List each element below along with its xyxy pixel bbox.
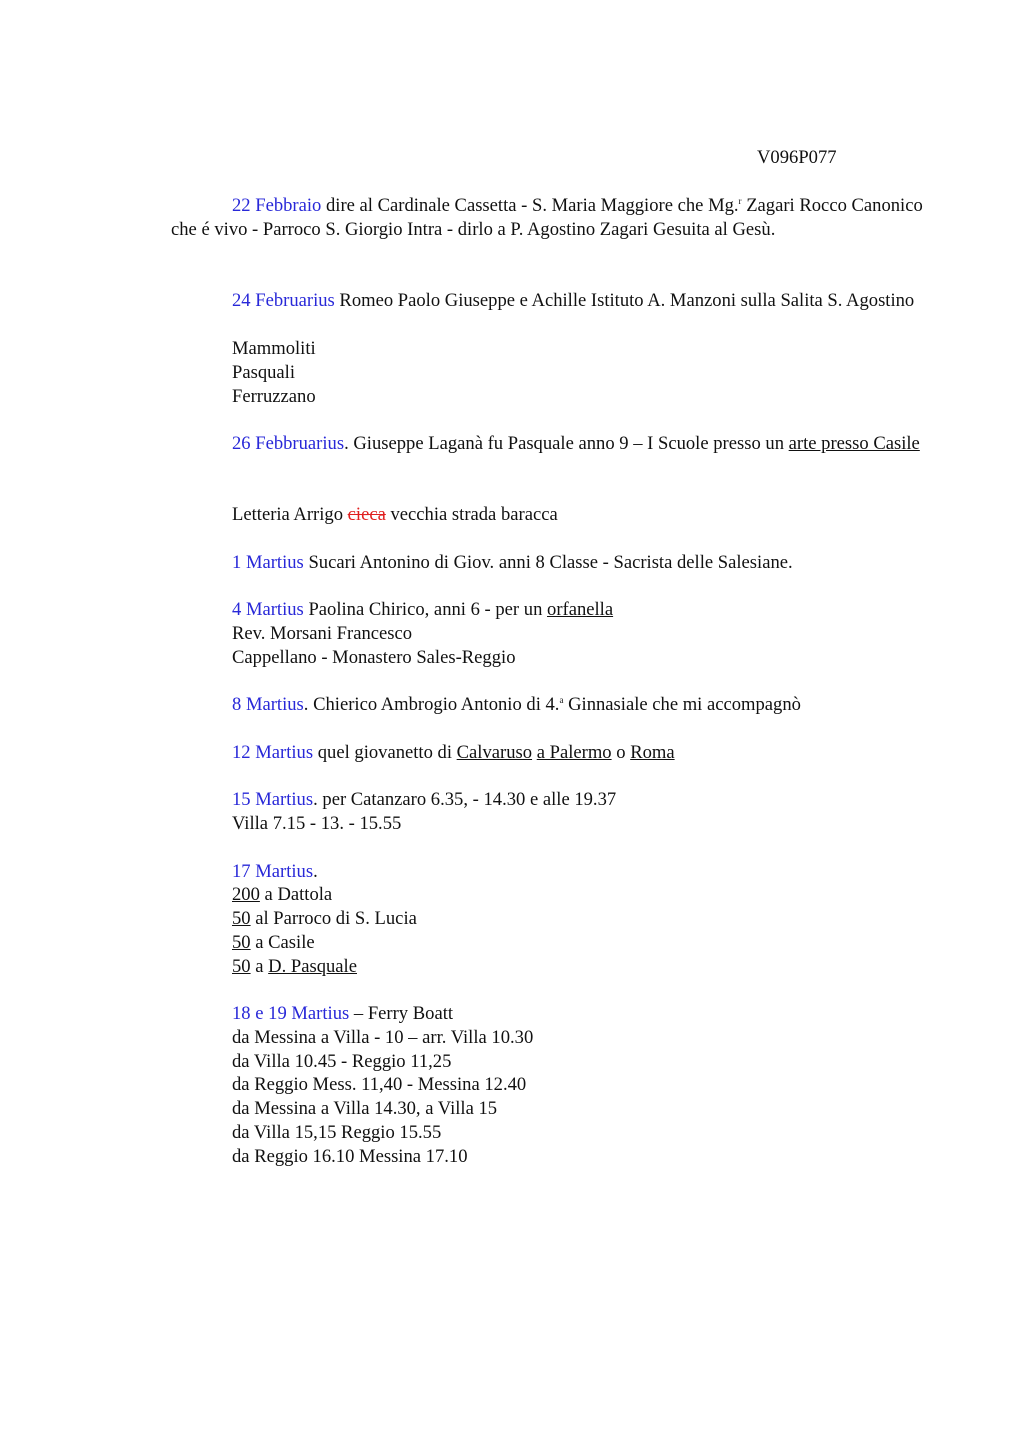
underlined-text: arte presso Casile xyxy=(788,433,920,454)
entry-text: o xyxy=(611,742,631,763)
entry-text: Sucari Antonino di Giov. anni 8 Classe - Sacrista delle Salesiane. xyxy=(303,552,793,573)
payment-recipient: a Dattola xyxy=(259,884,333,905)
payment-recipient: al Parroco di S. Lucia xyxy=(250,908,417,929)
name-line: Mammoliti xyxy=(232,338,316,359)
struck-text: cieca xyxy=(347,504,386,525)
entry-17-martius xyxy=(232,860,318,884)
entry-4-martius xyxy=(232,598,613,622)
entry-text: . xyxy=(313,861,318,882)
payment-recipient: a xyxy=(250,956,269,977)
payment-amount: 50 xyxy=(232,932,251,953)
ferry-schedule-line: da Messina a Villa 14.30, a Villa 15 xyxy=(232,1098,498,1119)
entry-line: Villa 7.15 - 13. - 15.55 xyxy=(232,813,402,834)
ferry-schedule-line: da Villa 15,15 Reggio 15.55 xyxy=(232,1122,442,1143)
entry-22-febbraio xyxy=(171,194,931,242)
entry-line: Rev. Morsani Francesco xyxy=(232,623,413,644)
underlined-text: D. Pasquale xyxy=(268,956,357,977)
name-line: Pasquali xyxy=(232,362,296,383)
underlined-text: orfanella xyxy=(547,599,614,620)
ferry-schedule-line: da Reggio 16.10 Messina 17.10 xyxy=(232,1146,468,1167)
underlined-text: Calvaruso xyxy=(456,742,533,763)
underlined-text: Roma xyxy=(630,742,675,763)
entry-text: quel giovanetto di xyxy=(313,742,457,763)
entry-text: – Ferry Boatt xyxy=(349,1003,454,1024)
payment-line xyxy=(232,907,417,931)
entry-letteria xyxy=(232,503,558,527)
ferry-schedule-line: da Messina a Villa - 10 – arr. Villa 10.30 xyxy=(232,1027,534,1048)
superscript: a xyxy=(559,695,564,705)
entry-date: 12 Martius xyxy=(232,742,314,763)
payment-line xyxy=(232,883,332,907)
entry-date: 24 Februarius xyxy=(232,290,335,311)
entry-12-martius xyxy=(232,741,675,765)
payment-amount: 50 xyxy=(232,908,251,929)
ferry-schedule-line: da Villa 10.45 - Reggio 11,25 xyxy=(232,1051,452,1072)
entry-text: Zagari Rocco Canonico che é vivo - Parroco S. Giorgio Intra - dirlo a P. Agostino Zagari Gesuita al Gesù. xyxy=(171,195,923,240)
entry-date: 15 Martius xyxy=(232,789,314,810)
entry-18-19-martius xyxy=(232,1002,453,1026)
payment-line xyxy=(232,931,315,955)
entry-15-martius xyxy=(232,788,616,812)
entry-text: . per Catanzaro 6.35, - 14.30 e alle 19.37 xyxy=(313,789,617,810)
entry-26-febbruarius xyxy=(171,432,931,456)
payment-recipient: a Casile xyxy=(250,932,315,953)
entry-text: Letteria Arrigo xyxy=(232,504,348,525)
entry-date: 4 Martius xyxy=(232,599,304,620)
entry-line: Cappellano - Monastero Sales-Reggio xyxy=(232,647,516,668)
payment-line xyxy=(232,955,357,979)
entry-text: vecchia strada baracca xyxy=(385,504,558,525)
entry-text: Ginnasiale che mi accompagnò xyxy=(563,694,801,715)
payment-amount: 200 xyxy=(232,884,260,905)
payment-amount: 50 xyxy=(232,956,251,977)
entry-date: 1 Martius xyxy=(232,552,304,573)
entry-1-martius xyxy=(232,551,793,575)
entry-date: 18 e 19 Martius xyxy=(232,1003,350,1024)
entry-text: . Giuseppe Laganà fu Pasquale anno 9 – I Scuole presso un xyxy=(344,433,789,454)
entry-text: dire al Cardinale Cassetta - S. Maria Maggiore che Mg. xyxy=(321,195,739,216)
entry-text: . Chierico Ambrogio Antonio di 4. xyxy=(303,694,560,715)
document-code: V096P077 xyxy=(757,147,837,168)
entry-date: 22 Febbraio xyxy=(232,195,322,216)
entry-8-martius xyxy=(232,693,801,717)
entry-24-februarius xyxy=(171,289,931,313)
entry-text: Romeo Paolo Giuseppe e Achille Istituto A. Manzoni sulla Salita S. Agostino xyxy=(334,290,915,311)
superscript: r xyxy=(738,196,742,206)
name-line: Ferruzzano xyxy=(232,386,316,407)
entry-text: Paolina Chirico, anni 6 - per un xyxy=(303,599,548,620)
entry-date: 8 Martius xyxy=(232,694,304,715)
entry-date: 26 Febbruarius xyxy=(232,433,345,454)
underlined-text: a Palermo xyxy=(536,742,612,763)
ferry-schedule-line: da Reggio Mess. 11,40 - Messina 12.40 xyxy=(232,1074,527,1095)
entry-date: 17 Martius xyxy=(232,861,314,882)
